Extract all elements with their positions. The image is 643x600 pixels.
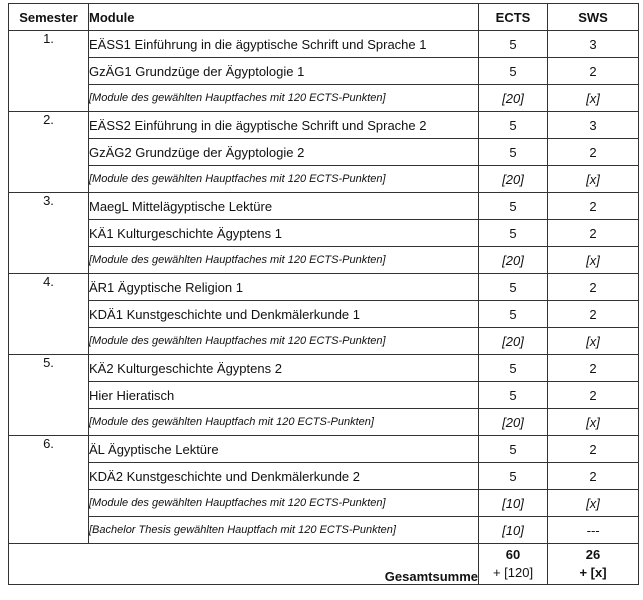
module-cell: Hier Hieratisch <box>89 382 479 409</box>
ects-cell: [20] <box>479 166 548 193</box>
semester-cell: 1. <box>9 31 89 112</box>
table-row <box>9 274 639 301</box>
ects-cell: 5 <box>479 355 548 382</box>
header-ects: ECTS <box>479 4 548 31</box>
module-cell: [Module des gewählten Hauptfaches mit 120 ECTS-Punkten] <box>89 247 479 274</box>
sws-cell: [x] <box>548 166 639 193</box>
sws-cell: 2 <box>548 382 639 409</box>
semester-cell: 4. <box>9 274 89 355</box>
total-row <box>9 544 639 585</box>
total-ects <box>479 544 548 585</box>
ects-cell: [20] <box>479 85 548 112</box>
table-row <box>9 247 639 274</box>
semester-cell: 6. <box>9 436 89 544</box>
sws-cell: [x] <box>548 85 639 112</box>
sws-cell: [x] <box>548 247 639 274</box>
table-row <box>9 58 639 85</box>
total-sws <box>548 544 639 585</box>
table-row <box>9 301 639 328</box>
total-sws-extra: + [x] <box>579 565 607 580</box>
study-plan-table <box>8 3 639 585</box>
module-cell: GzÄG1 Grundzüge der Ägyptologie 1 <box>89 58 479 85</box>
header-semester: Semester <box>9 4 89 31</box>
ects-cell: 5 <box>479 112 548 139</box>
sws-cell: 2 <box>548 193 639 220</box>
sws-cell: [x] <box>548 328 639 355</box>
sws-cell: 3 <box>548 112 639 139</box>
ects-cell: 5 <box>479 463 548 490</box>
header-sws: SWS <box>548 4 639 31</box>
ects-cell: 5 <box>479 220 548 247</box>
table-row <box>9 166 639 193</box>
module-cell: [Module des gewählten Hauptfaches mit 120 ECTS-Punkten] <box>89 85 479 112</box>
module-cell: KDÄ1 Kunstgeschichte und Denkmälerkunde 1 <box>89 301 479 328</box>
module-cell: GzÄG2 Grundzüge der Ägyptologie 2 <box>89 139 479 166</box>
table-row <box>9 355 639 382</box>
module-cell: [Bachelor Thesis gewählten Hauptfach mit 120 ECTS-Punkten] <box>89 517 479 544</box>
sws-cell: 3 <box>548 31 639 58</box>
module-cell: EÄSS1 Einführung in die ägyptische Schrift und Sprache 1 <box>89 31 479 58</box>
ects-cell: 5 <box>479 139 548 166</box>
sws-cell: 2 <box>548 355 639 382</box>
ects-cell: 5 <box>479 301 548 328</box>
semester-cell: 5. <box>9 355 89 436</box>
ects-cell: 5 <box>479 31 548 58</box>
sws-cell: 2 <box>548 139 639 166</box>
sws-cell: [x] <box>548 409 639 436</box>
module-cell: [Module des gewählten Hauptfaches mit 120 ECTS-Punkten] <box>89 166 479 193</box>
module-cell: KÄ2 Kulturgeschichte Ägyptens 2 <box>89 355 479 382</box>
module-cell: EÄSS2 Einführung in die ägyptische Schrift und Sprache 2 <box>89 112 479 139</box>
sws-cell: 2 <box>548 463 639 490</box>
module-cell: [Module des gewählten Hauptfaches mit 120 ECTS-Punkten] <box>89 490 479 517</box>
ects-cell: [10] <box>479 517 548 544</box>
semester-cell: 2. <box>9 112 89 193</box>
module-cell: MaegL Mittelägyptische Lektüre <box>89 193 479 220</box>
ects-cell: [20] <box>479 247 548 274</box>
table-row <box>9 139 639 166</box>
module-cell: [Module des gewählten Hauptfaches mit 120 ECTS-Punkten] <box>89 328 479 355</box>
total-sws-main: 26 <box>585 547 601 562</box>
table-row <box>9 31 639 58</box>
ects-cell: 5 <box>479 274 548 301</box>
semester-cell: 3. <box>9 193 89 274</box>
table-row <box>9 382 639 409</box>
module-cell: KÄ1 Kulturgeschichte Ägyptens 1 <box>89 220 479 247</box>
sws-cell: 2 <box>548 58 639 85</box>
table-row <box>9 463 639 490</box>
sws-cell: 2 <box>548 301 639 328</box>
table-row <box>9 112 639 139</box>
table-row <box>9 328 639 355</box>
header-row <box>9 4 639 31</box>
ects-cell: [10] <box>479 490 548 517</box>
table-body <box>9 31 639 585</box>
table-row <box>9 409 639 436</box>
sws-cell: [x] <box>548 490 639 517</box>
table-row <box>9 193 639 220</box>
table-row <box>9 490 639 517</box>
ects-cell: 5 <box>479 436 548 463</box>
ects-cell: [20] <box>479 409 548 436</box>
module-cell: KDÄ2 Kunstgeschichte und Denkmälerkunde 2 <box>89 463 479 490</box>
table-row <box>9 85 639 112</box>
module-cell: ÄR1 Ägyptische Religion 1 <box>89 274 479 301</box>
ects-cell: 5 <box>479 382 548 409</box>
header-module: Module <box>89 4 479 31</box>
sws-cell: --- <box>548 517 639 544</box>
ects-cell: 5 <box>479 58 548 85</box>
sws-cell: 2 <box>548 436 639 463</box>
total-label: Gesamtsumme <box>9 544 479 585</box>
ects-cell: [20] <box>479 328 548 355</box>
total-ects-main: 60 <box>505 547 521 562</box>
sws-cell: 2 <box>548 274 639 301</box>
module-cell: [Module des gewählten Hauptfach mit 120 ECTS-Punkten] <box>89 409 479 436</box>
table-row <box>9 436 639 463</box>
sws-cell: 2 <box>548 220 639 247</box>
ects-cell: 5 <box>479 193 548 220</box>
table-row <box>9 517 639 544</box>
total-ects-extra: + [120] <box>492 565 534 580</box>
module-cell: ÄL Ägyptische Lektüre <box>89 436 479 463</box>
table-row <box>9 220 639 247</box>
